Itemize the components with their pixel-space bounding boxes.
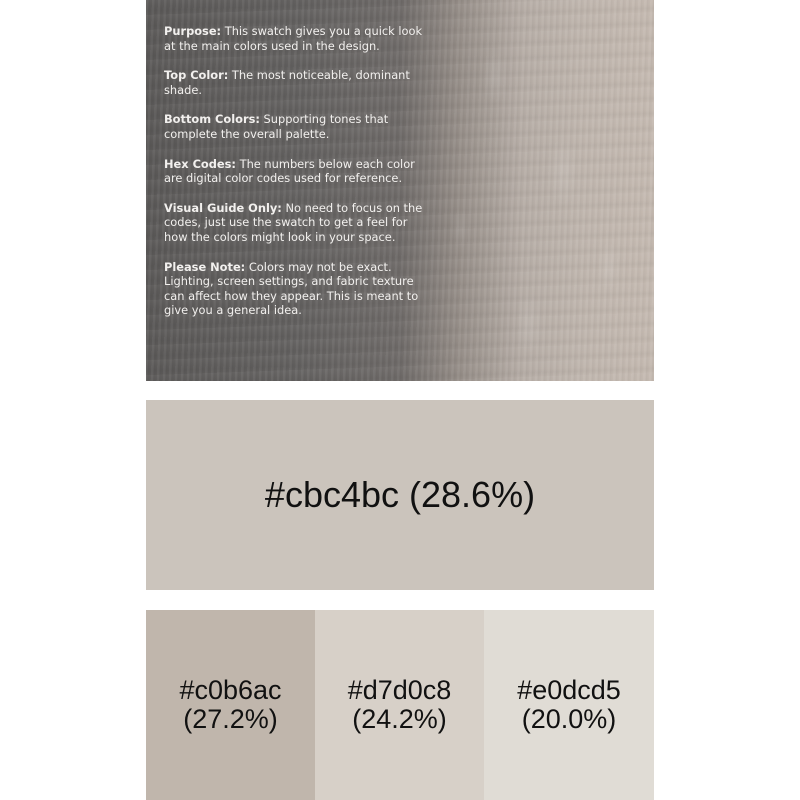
note-please-note — [164, 260, 429, 318]
note-hex-codes — [164, 157, 429, 186]
note-heading: Please Note: — [164, 259, 246, 274]
note-text: Supporting tones that complete the overall palette. — [164, 112, 389, 141]
swatch-hex-label: #c0b6ac — [179, 675, 282, 705]
note-text: The most noticeable, dominant shade. — [164, 68, 410, 97]
note-top-color — [164, 68, 429, 97]
secondary-color-swatch-1 — [146, 610, 315, 800]
note-heading: Top Color: — [164, 68, 229, 83]
secondary-color-swatch-3 — [484, 610, 654, 800]
main-swatch-label: #cbc4bc (28.6%) — [264, 474, 536, 515]
note-heading: Hex Codes: — [164, 156, 236, 171]
secondary-color-swatch-2 — [315, 610, 484, 800]
swatch-percent-label: (20.0%) — [521, 704, 617, 734]
fabric-photo — [146, 0, 654, 381]
note-text: The numbers below each color are digital color codes used for reference. — [164, 156, 415, 186]
swatch-percent-label: (24.2%) — [352, 704, 447, 734]
swatch-percent-label: (27.2%) — [183, 704, 278, 734]
note-visual-guide — [164, 201, 429, 245]
swatch-hex-label: #d7d0c8 — [347, 675, 452, 705]
note-text: No need to focus on the codes, just use the swatch to get a feel for how the colors might look in your space. — [164, 200, 423, 244]
swatch-notes — [164, 24, 429, 333]
note-heading: Purpose: — [164, 24, 222, 38]
note-text: This swatch gives you a quick look at the main colors used in the design. — [164, 24, 423, 53]
note-heading: Bottom Colors: — [164, 112, 260, 127]
note-bottom-colors — [164, 112, 429, 141]
fabric-texture — [426, 0, 654, 381]
note-text: Colors may not be exact. Lighting, screen settings, and fabric texture can affect how they appear. This is meant to give you a general idea. — [164, 259, 419, 318]
note-purpose — [164, 24, 429, 53]
note-heading: Visual Guide Only: — [164, 200, 282, 215]
main-color-swatch — [146, 400, 654, 590]
swatch-hex-label: #e0dcd5 — [517, 675, 621, 705]
